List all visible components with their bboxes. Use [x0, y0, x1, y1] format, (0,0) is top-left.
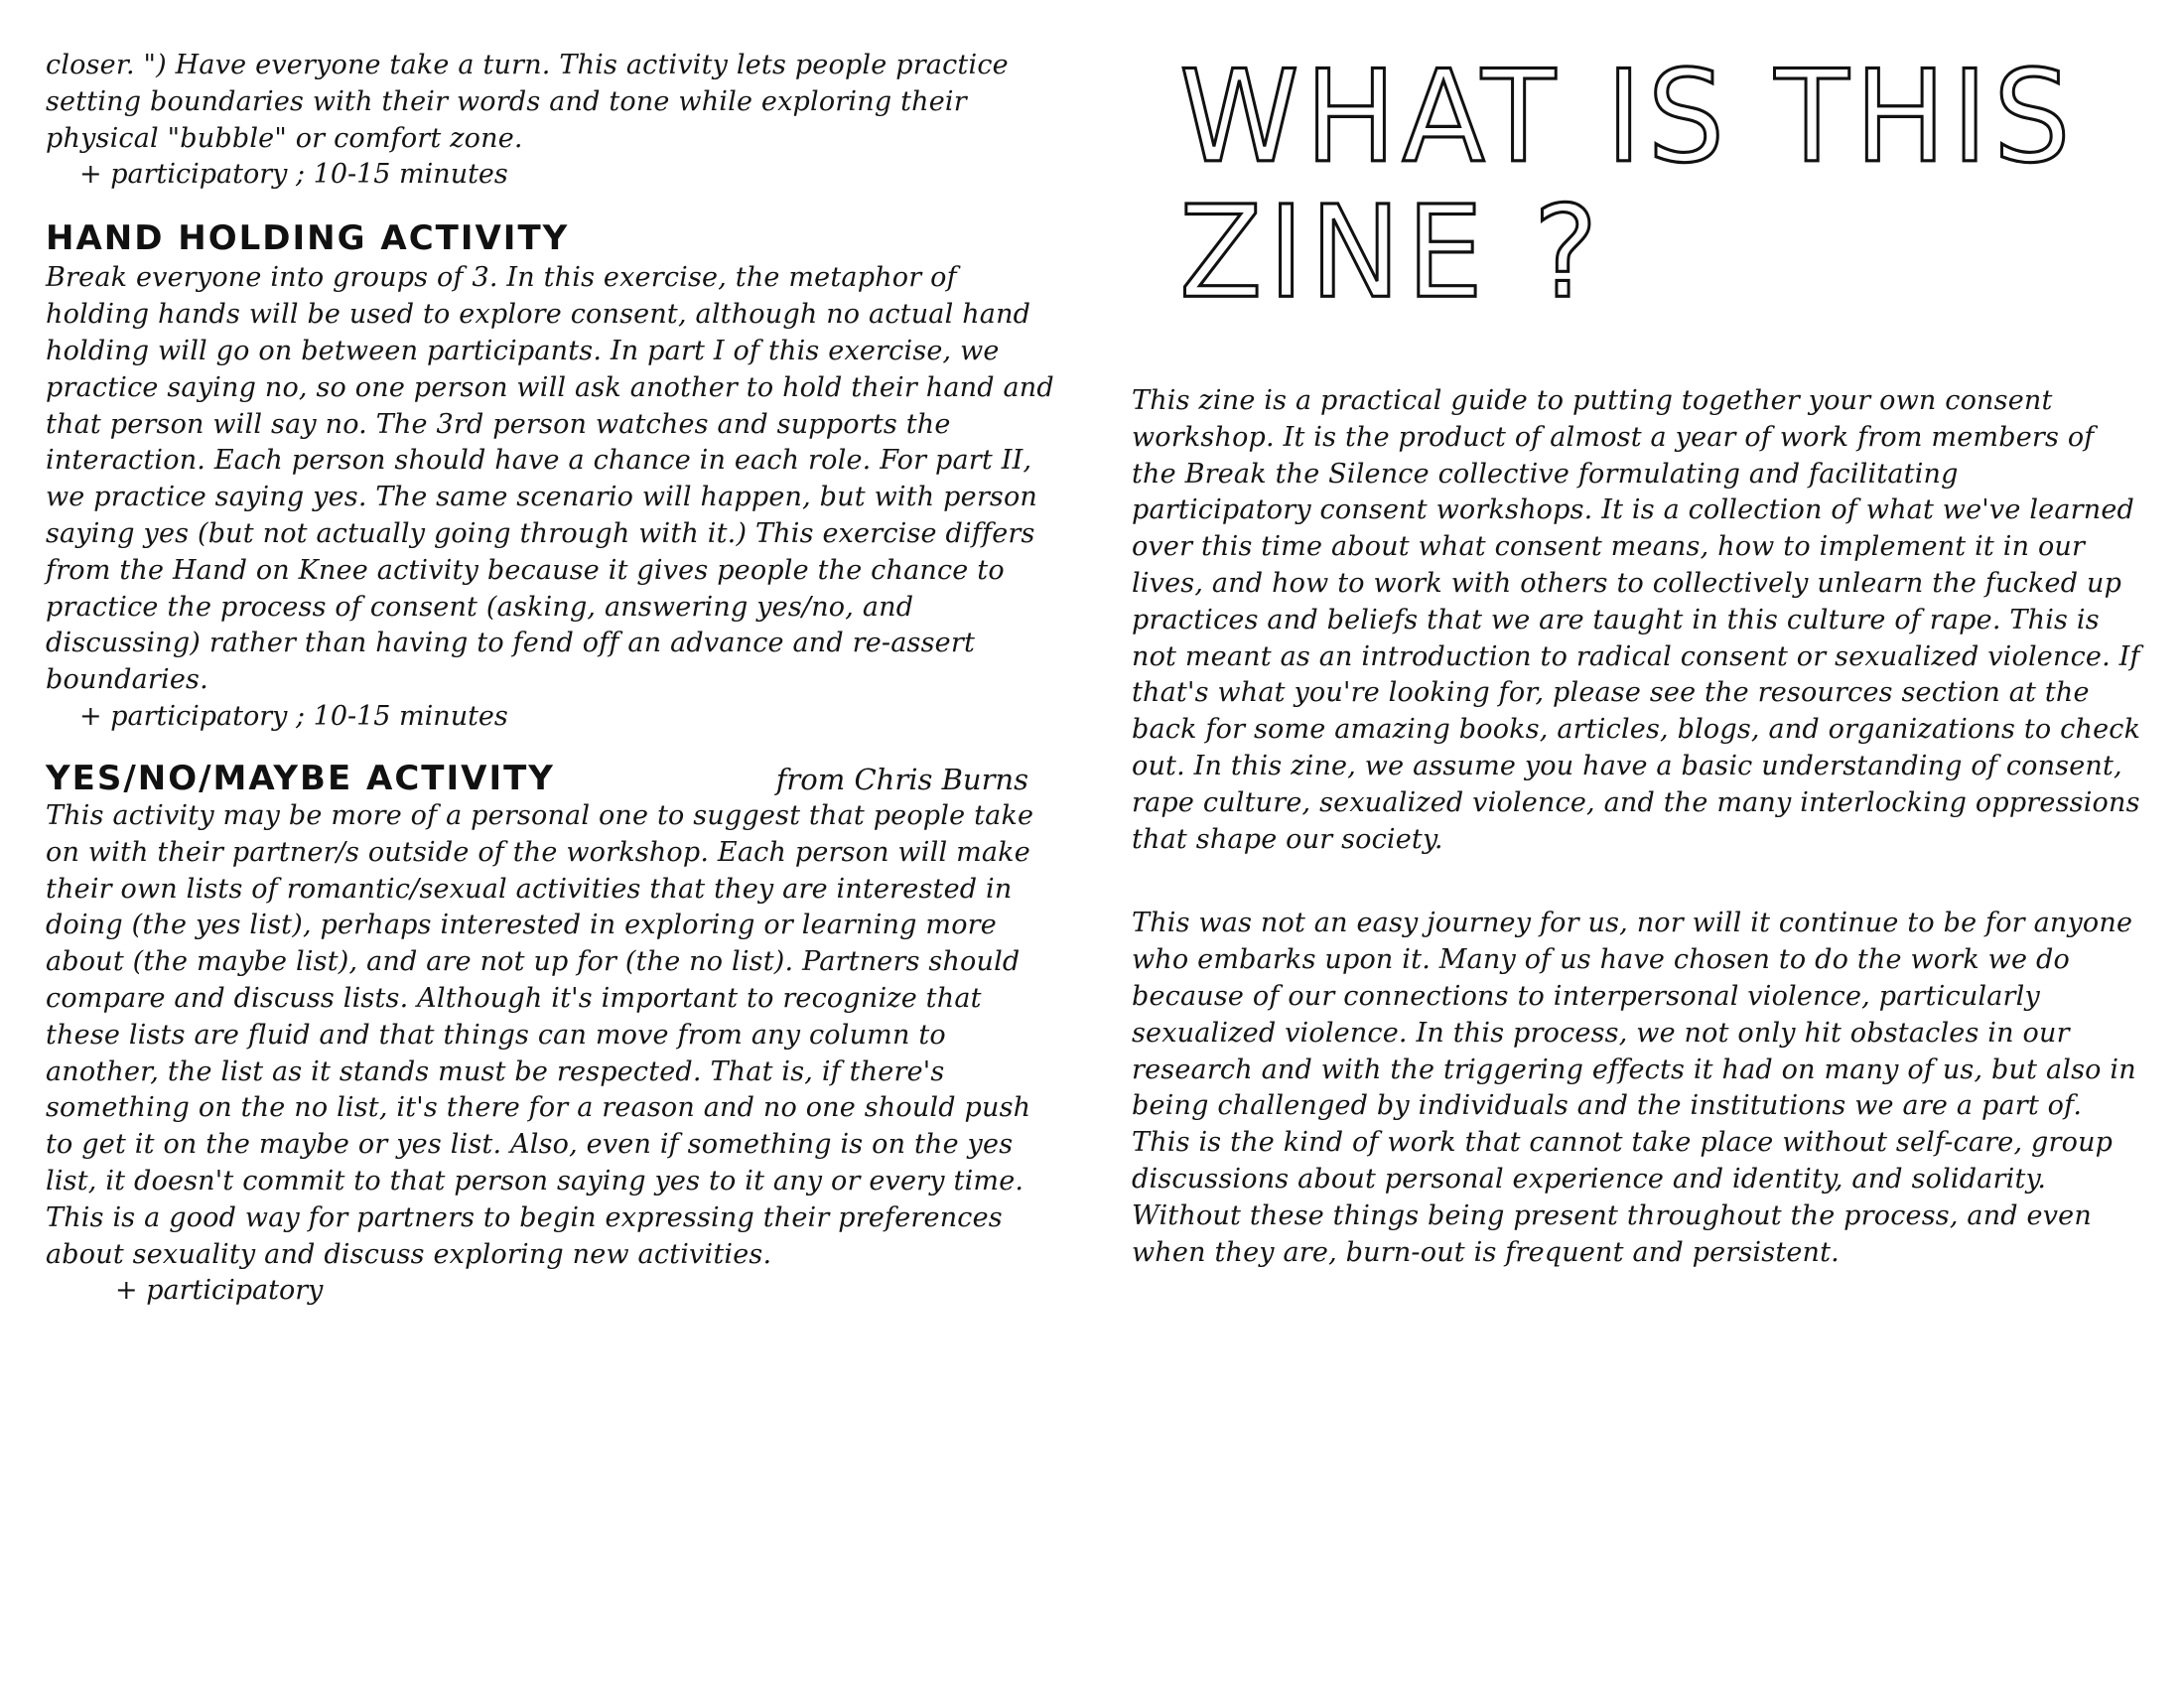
- paragraph-gap: [1132, 858, 2144, 906]
- yes-no-maybe-credit: from Chris Burns: [775, 762, 1028, 796]
- zine-paragraph-1: This zine is a practical guide to putting together your own consent workshop. It is the product of almost a year of work from members of the Break the Silence collective formulating and facilitating participatory consent workshops. It is a collection of what we've learned over this time about what consent means, how to implement it in our lives, and how to work with others to collectively unlearn the fucked up practices and beliefs that we are taught in this culture of rape. This is not meant as an introduction to radical consent or sexualized violence. If that's what you're looking for, please see the resources section at the back for some amazing books, articles, blogs, and organizations to check out. In this zine, we assume you have a basic understanding of consent, rape culture, sexualized violence, and the many interlocking oppressions that shape our society.: [1132, 385, 2141, 855]
- intro-tag: + participatory ; 10-15 minutes: [79, 159, 508, 191]
- yes-no-maybe-heading-row: [46, 759, 1064, 798]
- yes-no-maybe-text: This activity may be more of a personal one to suggest that people take on with their partner/s outside of the workshop. Each person will make their own lists of romantic/sexual activities that they are interested in doing (the yes list), perhaps interested in exploring or learning more about (the maybe list), and are not up for (the no list). Partners should compare and discuss lists. Although it's important to recognize that these lists are fluid and that things can move from any column to another, the list as it stands must be respected. That is, if there's something on the no list, it's there for a reason and no one should push to get it on the maybe or yes list. Also, even if something is on the yes list, it doesn't commit to that person saying yes to it any or every time. This is a good way for partners to begin expressing their preferences about sexuality and discuss exploring new activities.: [46, 799, 1034, 1270]
- zine-title: WHAT IS THIS ZINE ?: [1179, 43, 2077, 327]
- yes-no-maybe-tag: + participatory: [115, 1275, 324, 1307]
- hand-holding-tag: + participatory ; 10-15 minutes: [79, 700, 508, 732]
- zine-paragraph-2: This was not an easy journey for us, nor will it continue to be for anyone who embarks upon it. Many of us have chosen to do the work we do because of our connections to interpersonal violence, particularly sexualized violence. In this process, we not only hit obstacles in our research and with the triggering effects it had on many of us, but also in being challenged by individuals and the institutions we are a part of. This is the kind of work that cannot take place without self-care, group discussions about personal experience and identity, and solidarity. Without these things being present throughout the process, and even when they are, burn-out is frequent and persistent.: [1132, 908, 2136, 1268]
- hand-holding-text: Break everyone into groups of 3. In this exercise, the metaphor of holding hands will be used to explore consent, although no actual hand holding will go on between participants. In part I of this exercise, we practice saying no, so one person will ask another to hold their hand and that person will say no. The 3rd person watches and supports the interaction. Each person should have a chance in each role. For part II, we practice saying yes. The same scenario will happen, but with person saying yes (but not actually going through with it.) This exercise differs from the Hand on Knee activity because it gives people the chance to practice the process of consent (asking, answering yes/no, and discussing) rather than having to fend off an advance and re-assert boundaries.: [46, 262, 1054, 696]
- hand-holding-heading: HAND HOLDING ACTIVITY: [46, 218, 570, 259]
- intro-text: closer. ") Have everyone take a turn. This activity lets people practice setting boundaries with their words and tone while exploring their physical "bubble" or comfort zone.: [46, 50, 1009, 154]
- right-page: [1092, 0, 2184, 1688]
- yes-no-maybe-heading: YES/NO/MAYBE ACTIVITY: [46, 758, 555, 798]
